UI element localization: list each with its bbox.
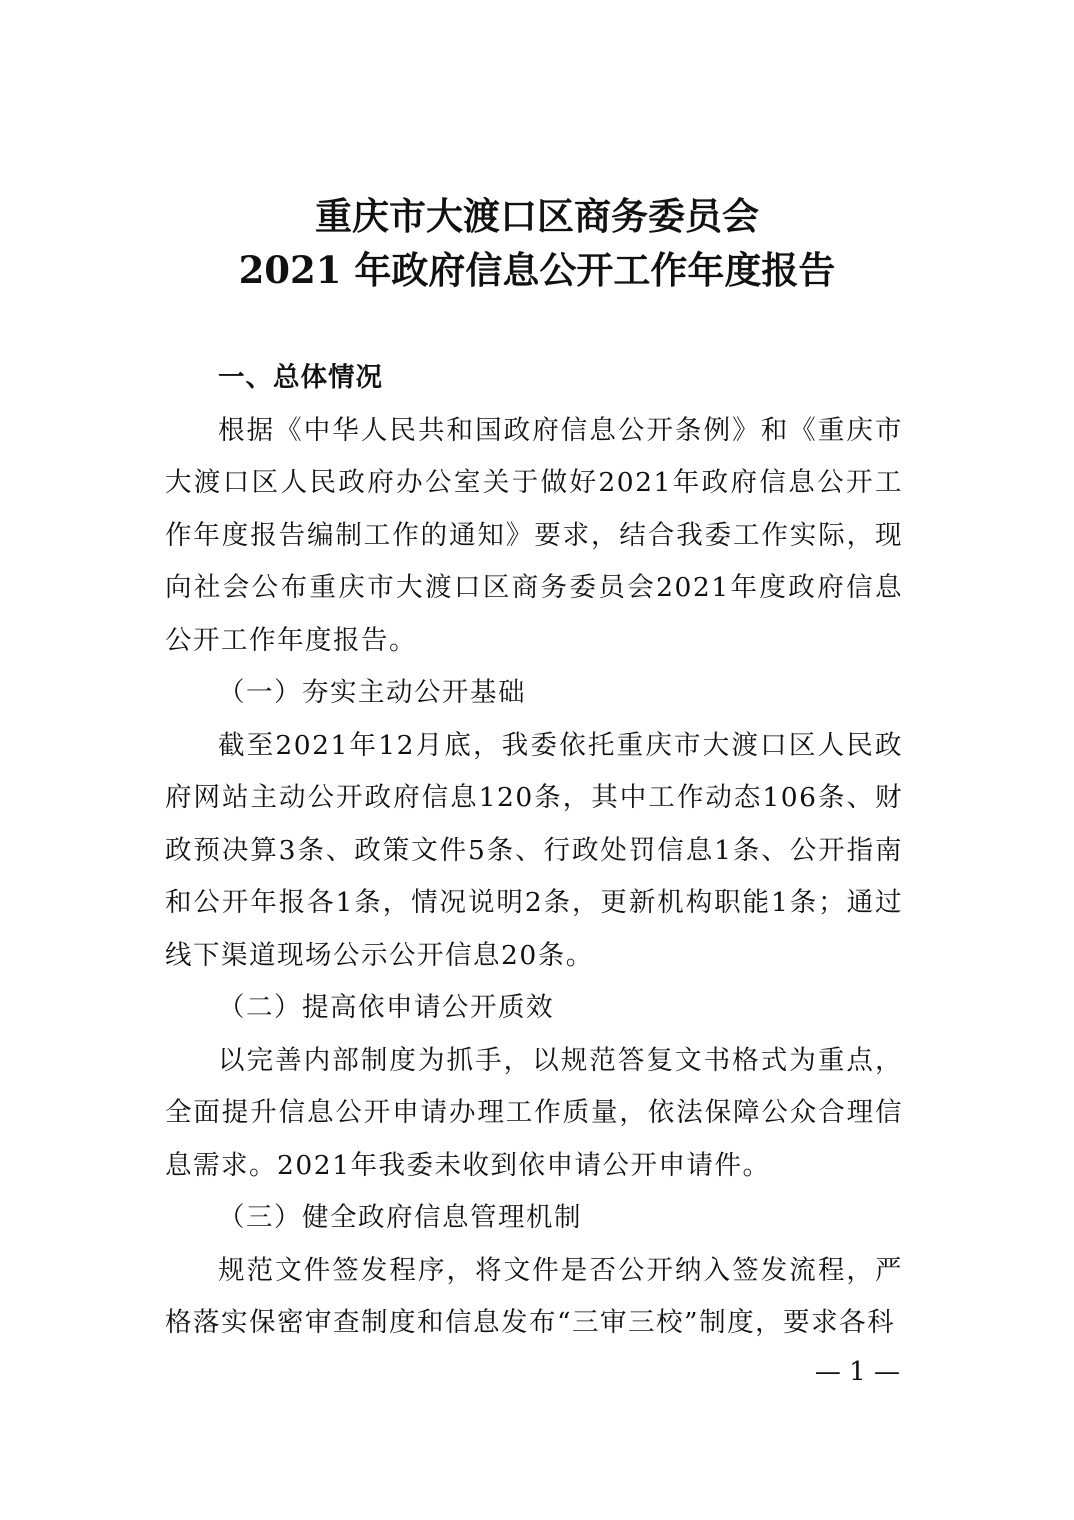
page-number: — 1 — (814, 1357, 900, 1387)
proactive-disclosure-paragraph: 截至2021年12月底，我委依托重庆市大渡口区人民政府网站主动公开政府信息120条，其中工作动态106条、财政预决算3条、政策文件5条、行政处罚信息1条、公开指南和公开年报各1条，情况说明2条，更新机构职能1条；通过线下渠道现场公示公开信息20条。 (165, 729, 903, 971)
document-body (165, 352, 903, 1350)
document-title-line-1: 重庆市大渡口区商务委员会 (315, 194, 759, 238)
subsection-heading-application-disclosure: （二）提高依申请公开质效 (218, 992, 554, 1023)
subsection-heading-management-mechanism: （三）健全政府信息管理机制 (218, 1202, 582, 1233)
intro-paragraph: 根据《中华人民共和国政府信息公开条例》和《重庆市大渡口区人民政府办公室关于做好2021年政府信息公开工作年度报告编制工作的通知》要求，结合我委工作实际，现向社会公布重庆市大渡口区商务委员会2021年度政府信息公开工作年度报告。 (165, 414, 903, 656)
document-title-line-2: 2021 年政府信息公开工作年度报告 (238, 248, 836, 292)
application-disclosure-paragraph: 以完善内部制度为抓手，以规范答复文书格式为重点，全面提升信息公开申请办理工作质量，依法保障公众合理信息需求。2021年我委未收到依申请公开申请件。 (165, 1044, 903, 1181)
management-mechanism-paragraph: 规范文件签发程序，将文件是否公开纳入签发流程，严格落实保密审查制度和信息发布“三审三校”制度，要求各科 (165, 1254, 903, 1338)
subsection-heading-proactive-disclosure: （一）夯实主动公开基础 (218, 677, 526, 708)
section-heading-overview: 一、总体情况 (218, 362, 383, 393)
